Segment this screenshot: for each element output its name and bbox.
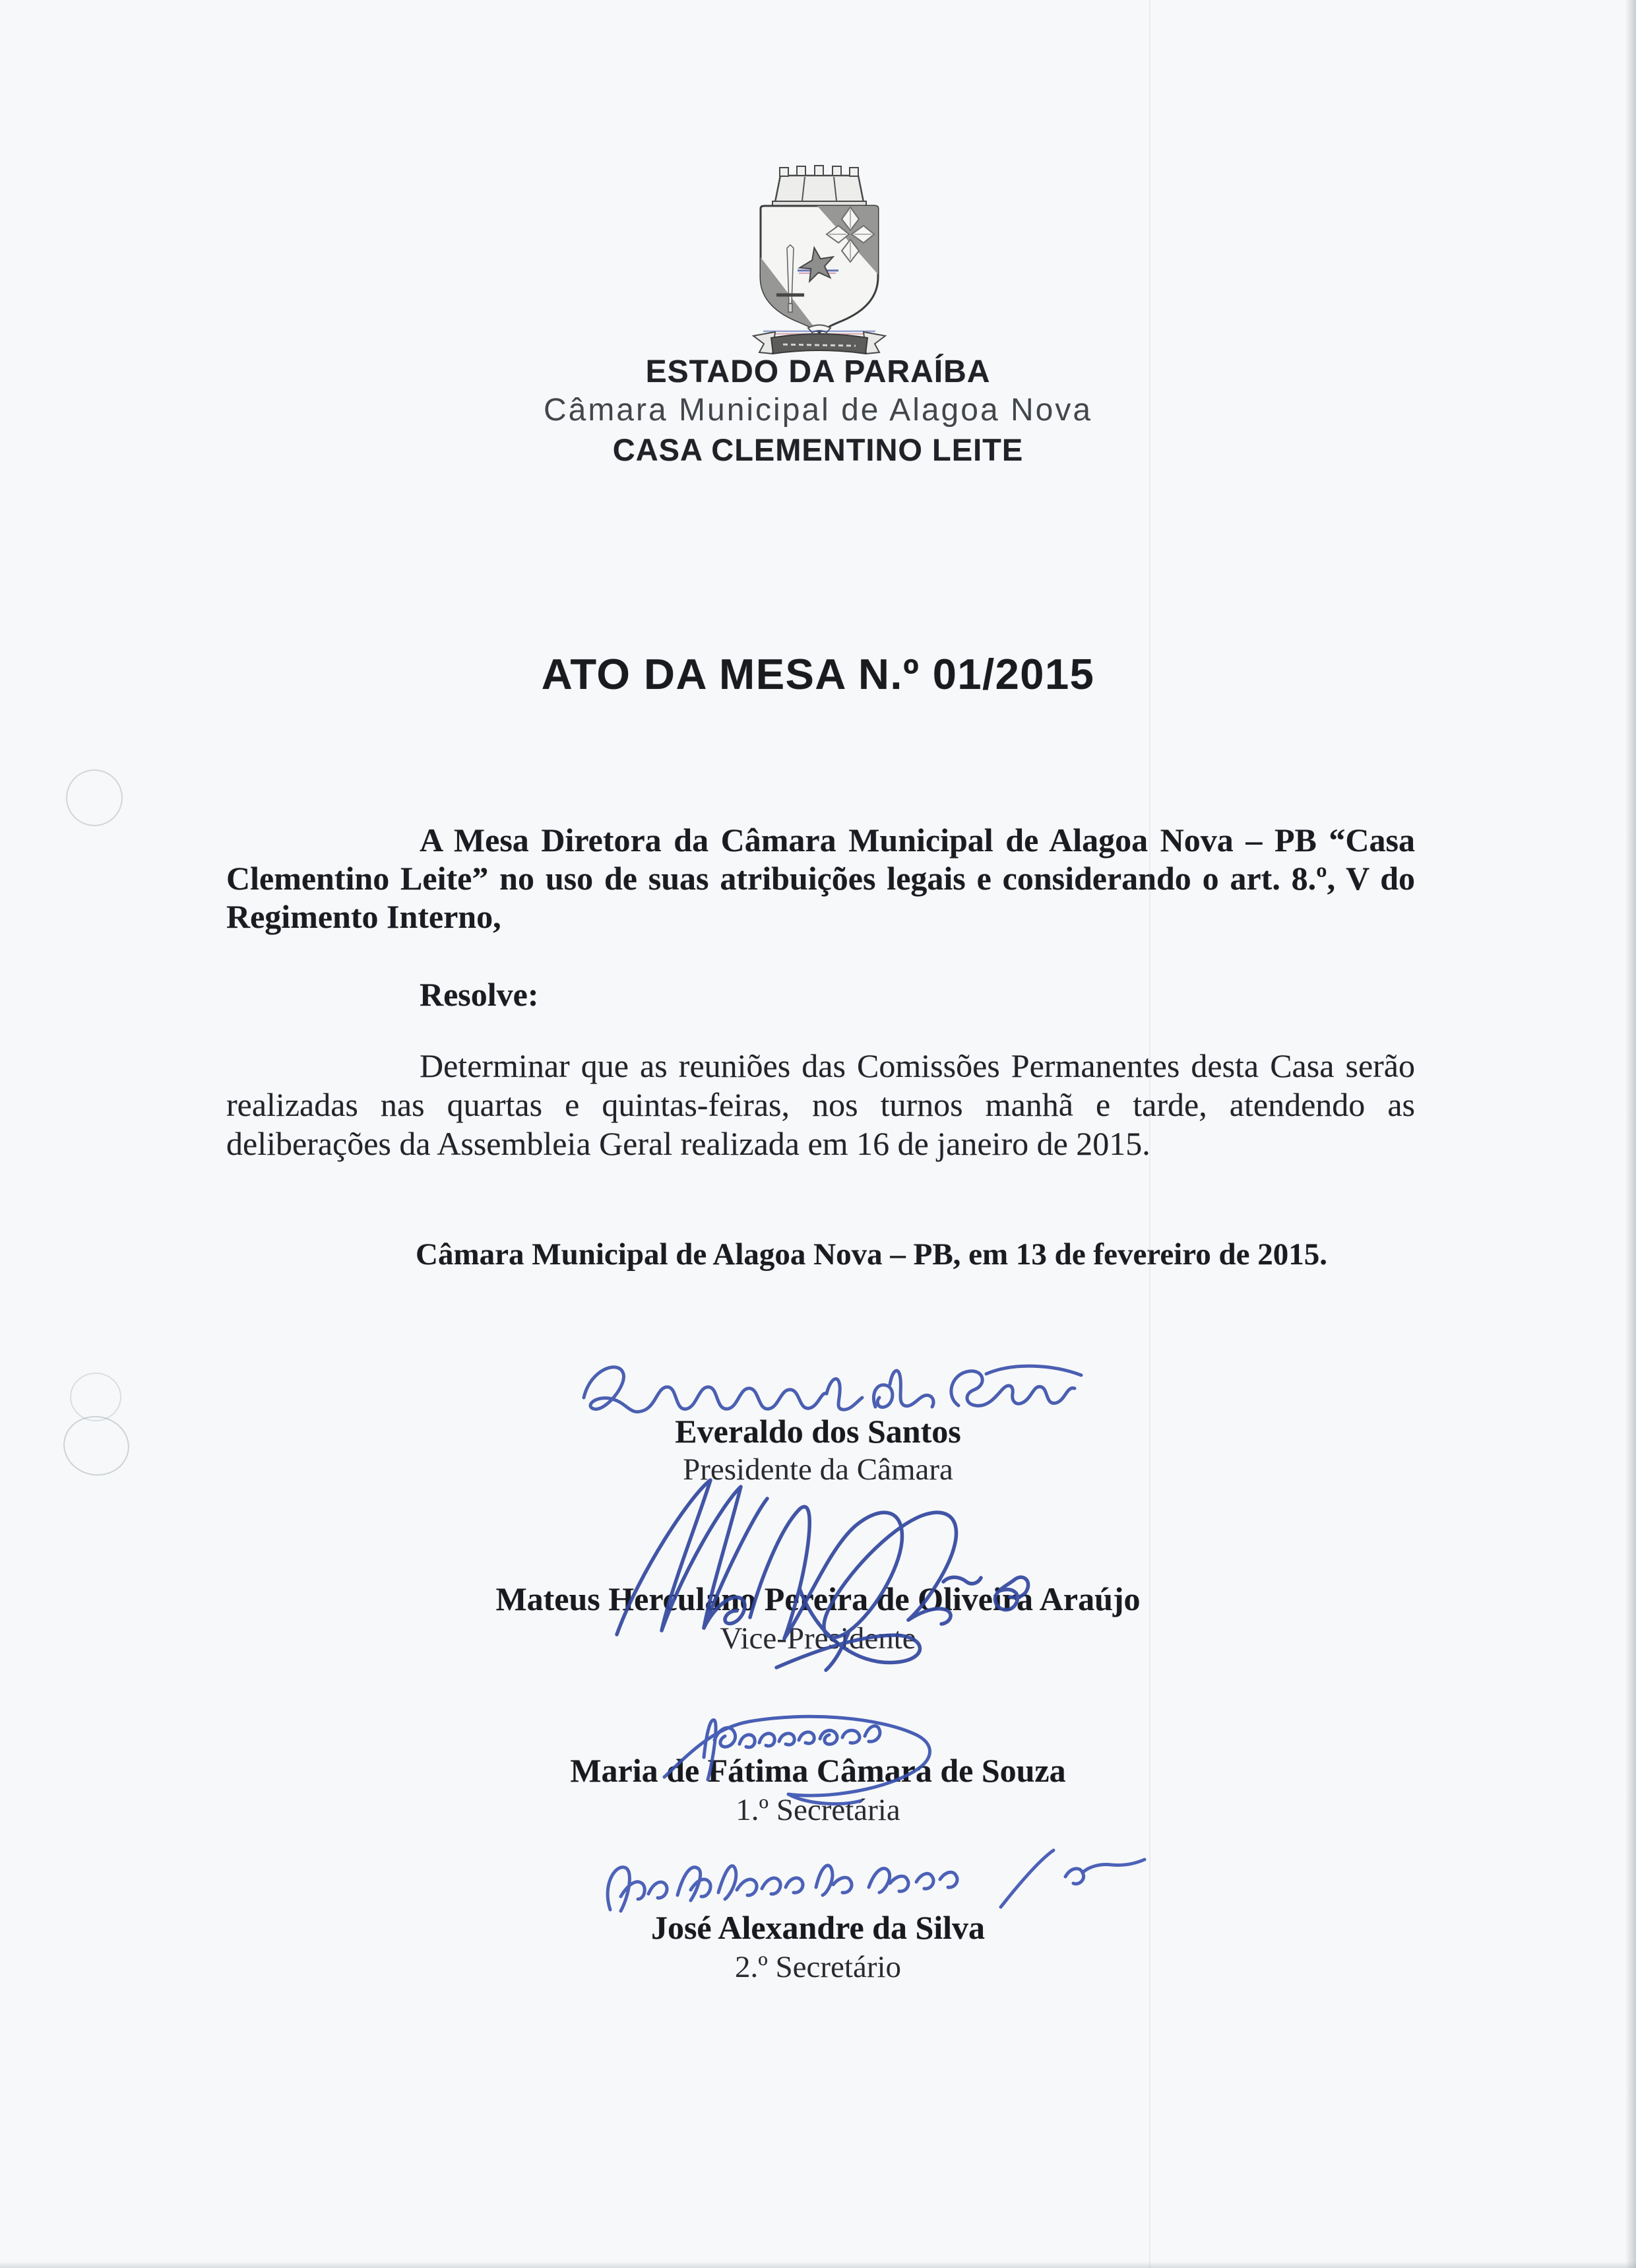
signatory-name: Everaldo dos Santos <box>675 1413 961 1450</box>
header-house: CASA CLEMENTINO LEITE <box>612 432 1024 467</box>
signatory-role: Vice-Presidente <box>720 1621 916 1656</box>
signatory-name: Maria de Fátima Câmara de Souza <box>570 1752 1066 1789</box>
document-title: ATO DA MESA N.º 01/2015 <box>541 650 1095 698</box>
paragraph-line: A Mesa Diretora da Câmara Municipal de Alagoa Nova – PB “Casa <box>420 822 1415 859</box>
municipal-coat-of-arms-icon <box>751 165 887 356</box>
scan-streak-line <box>1149 0 1150 2268</box>
scan-edge-shadow-right <box>1625 0 1636 2268</box>
dateline: Câmara Municipal de Alagoa Nova – PB, em 13 de fevereiro de 2015. <box>416 1237 1328 1272</box>
signatory-role: 2.º Secretário <box>734 1950 902 1984</box>
signatory-name: Mateus Herculano Pereira de Oliveira Araújo <box>495 1580 1141 1617</box>
paragraph-line: Regimento Interno, <box>226 898 501 935</box>
paragraph-preamble <box>226 821 1415 936</box>
scan-edge-shadow-bottom <box>0 2261 1636 2268</box>
signatory-role: Presidente da Câmara <box>683 1452 953 1487</box>
paragraph-line: Clementino Leite” no uso de suas atribuições legais e considerando o art. 8.º, V do <box>226 860 1415 897</box>
signatory-role: 1.º Secretária <box>736 1793 900 1827</box>
hole-punch-mark <box>70 1373 121 1421</box>
paragraph-line: realizadas nas quartas e quintas-feiras, nos turnos manhã e tarde, atendendo as <box>226 1086 1415 1123</box>
paragraph-line: deliberações da Assembleia Geral realizada em 16 de janeiro de 2015. <box>226 1125 1150 1162</box>
paragraph-determination <box>226 1047 1415 1163</box>
paragraph-line: Determinar que as reuniões das Comissões Permanentes desta Casa serão <box>420 1047 1415 1084</box>
header-state: ESTADO DA PARAÍBA <box>645 354 991 389</box>
handwritten-signature-second-secretary-icon <box>590 1848 1187 1917</box>
signatory-name: José Alexandre da Silva <box>650 1909 986 1946</box>
resolve-label: Resolve: <box>420 976 539 1013</box>
hole-punch-mark <box>61 765 127 831</box>
header-municipality: Câmara Municipal de Alagoa Nova <box>543 393 1093 428</box>
